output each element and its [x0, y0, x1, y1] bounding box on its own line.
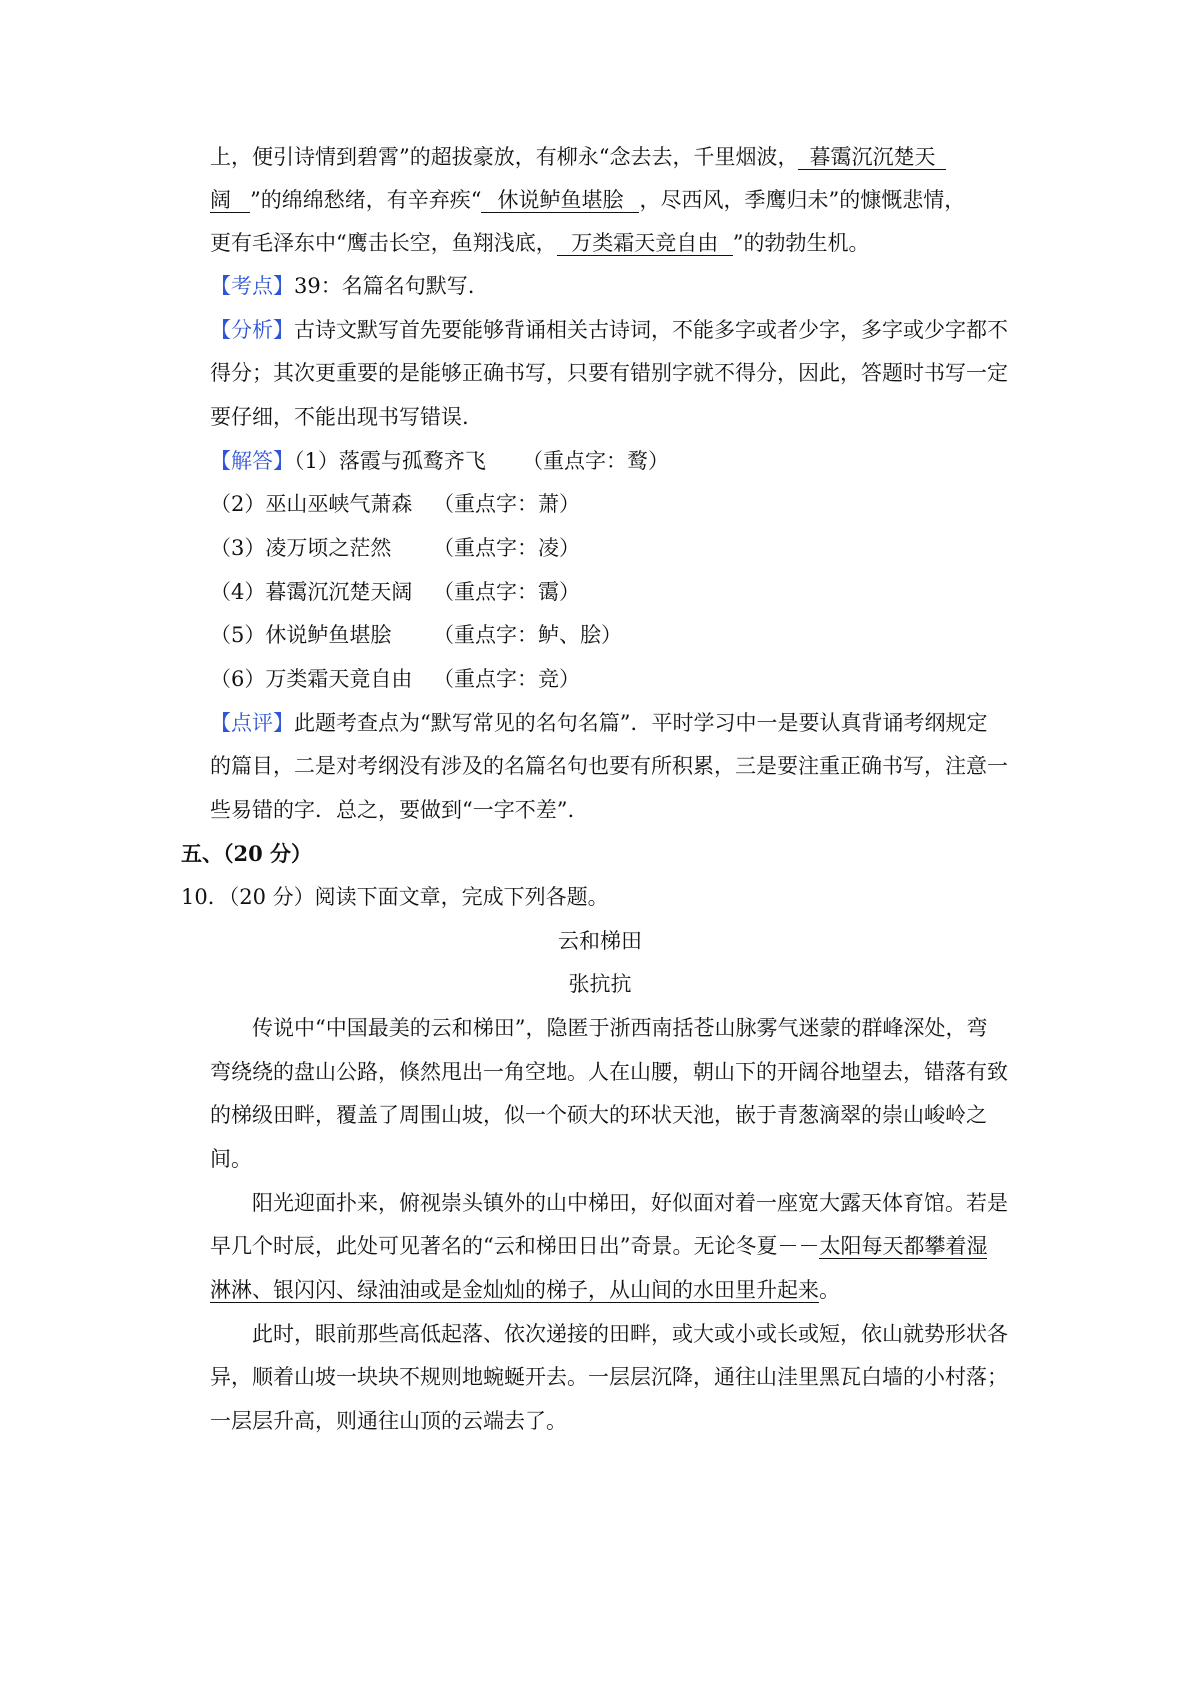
- answer-blank: 阔: [210, 188, 250, 213]
- paragraph-3-line-3: 一层层升高，则通往山顶的云端去了。: [210, 1409, 567, 1433]
- jieda-line-5: [210, 620, 622, 650]
- answer-text: （5）休说鲈鱼堪脍: [210, 623, 392, 647]
- text: ，尽西风，季鹰归未”的慷慨悲情，: [639, 188, 966, 212]
- answer-text: （4）暮霭沉沉楚天阔: [210, 580, 413, 604]
- fenxi-line-1: [210, 315, 1008, 345]
- paragraph-1-line-3: 的梯级田畔，覆盖了周围山坡，似一个硕大的环状天池，嵌于青葱滴翠的崇山峻岭之: [210, 1103, 987, 1127]
- answer-text: （6）万类霜天竟自由: [210, 667, 413, 691]
- jieda-line-1: [210, 446, 669, 476]
- key-char-note: （重点字：凌）: [433, 536, 580, 560]
- jieda-line-3: [210, 533, 580, 563]
- answer-text: （3）凌万顷之茫然: [210, 536, 392, 560]
- kaodian-tag: 【考点】: [210, 274, 294, 298]
- article-title: 云和梯田: [558, 929, 642, 953]
- kaodian-text: 39：名篇名句默写.: [294, 274, 475, 298]
- answer-blank: 休说鲈鱼堪脍: [481, 188, 639, 213]
- dianping-tag: 【点评】: [210, 711, 294, 735]
- section-heading: 五、（20 分）: [181, 841, 313, 866]
- dianping-line-3: 些易错的字．总之，要做到“一字不差”.: [210, 798, 575, 822]
- continuation-line-2: [210, 185, 965, 215]
- dianping-text: 此题考查点为“默写常见的名句名篇”．平时学习中一是要认真背诵考纲规定: [294, 711, 988, 735]
- paragraph-2-line-2: [210, 1231, 987, 1261]
- dianping-line-1: [210, 708, 987, 738]
- fenxi-line-2: 得分；其次更重要的是能够正确书写，只要有错别字就不得分，因此，答题时书写一定: [210, 361, 1008, 385]
- jieda-line-6: [210, 664, 580, 694]
- underlined-sentence: 淋淋、银闪闪、绿油油或是金灿灿的梯子，从山间的水田里升起来: [210, 1278, 819, 1302]
- jieda-line-4: [210, 577, 580, 607]
- paragraph-1-line-1: 传说中“中国最美的云和梯田”，隐匿于浙西南括苍山脉雾气迷蒙的群峰深处，弯: [252, 1016, 988, 1040]
- question-10: 10．（20 分）阅读下面文章，完成下列各题。: [181, 885, 609, 909]
- fenxi-text: 古诗文默写首先要能够背诵相关古诗词，不能多字或者少字，多字或少字都不: [294, 318, 1008, 342]
- article-author: 张抗抗: [568, 972, 632, 996]
- paragraph-2-line-3: [210, 1275, 840, 1305]
- paragraph-3-line-1: 此时，眼前那些高低起落、依次递接的田畔，或大或小或长或短，依山就势形状各: [252, 1322, 1008, 1346]
- answer-blank: 万类霜天竞自由: [557, 231, 733, 256]
- kaodian-line: [210, 271, 474, 301]
- answer-blank: 暮霭沉沉楚天: [798, 145, 946, 170]
- key-char-note: （重点字：竞）: [433, 667, 580, 691]
- paragraph-1-line-2: 弯绕绕的盘山公路，倏然甩出一角空地。人在山腰，朝山下的开阔谷地望去，错落有致: [210, 1060, 1008, 1084]
- key-char-note: （重点字：萧）: [433, 492, 580, 516]
- paragraph-2-line-1: 阳光迎面扑来，俯视崇头镇外的山中梯田，好似面对着一座宽大露天体育馆。若是: [252, 1191, 1008, 1215]
- key-char-note: （重点字：鲈、脍）: [433, 623, 622, 647]
- text: 早几个时辰，此处可见著名的“云和梯田日出”奇景。无论冬夏－－: [210, 1234, 820, 1258]
- text: ”的绵绵愁绪，有辛弃疾“: [250, 188, 482, 212]
- answer-text: （1）落霞与孤鹜齐飞: [294, 449, 486, 473]
- text: 更有毛泽东中“鹰击长空，鱼翔浅底，: [210, 231, 557, 255]
- continuation-line-3: [210, 228, 869, 258]
- dianping-line-2: 的篇目，二是对考纲没有涉及的名篇名句也要有所积累，三是要注重正确书写，注意一: [210, 754, 1008, 778]
- key-char-note: （重点字：鹜）: [522, 449, 669, 473]
- continuation-line-1: [210, 142, 946, 172]
- paragraph-3-line-2: 异，顺着山坡一块块不规则地蜿蜒开去。一层层沉降，通往山洼里黑瓦白墙的小村落；: [210, 1365, 1008, 1389]
- jieda-tag: 【解答】: [210, 449, 294, 473]
- fenxi-tag: 【分析】: [210, 318, 294, 342]
- paragraph-1-line-4: 间。: [210, 1147, 252, 1171]
- fenxi-line-3: 要仔细，不能出现书写错误.: [210, 405, 469, 429]
- underlined-sentence: 太阳每天都攀着湿: [819, 1234, 988, 1258]
- text: 。: [819, 1278, 840, 1302]
- text: 上，便引诗情到碧霄”的超拔豪放，有柳永“念去去，千里烟波，: [210, 145, 799, 169]
- jieda-line-2: [210, 489, 580, 519]
- answer-text: （2）巫山巫峡气萧森: [210, 492, 413, 516]
- key-char-note: （重点字：霭）: [433, 580, 580, 604]
- text: ”的勃勃生机。: [732, 231, 870, 255]
